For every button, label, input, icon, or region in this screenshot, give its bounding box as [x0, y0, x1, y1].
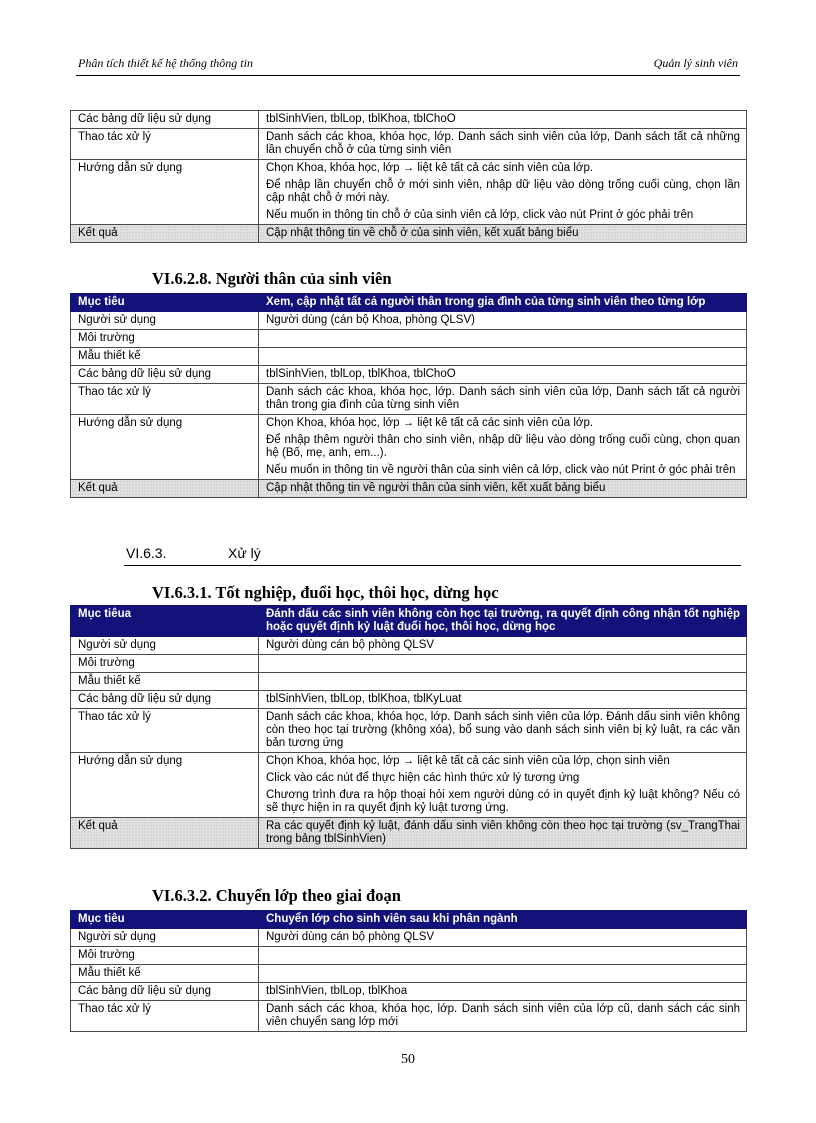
row-value [259, 655, 747, 673]
table-row [71, 655, 747, 673]
table-row [71, 330, 747, 348]
row-label: Mẫu thiết kế [71, 965, 259, 983]
header-doc-title: Phân tích thiết kế hệ thống thông tin [78, 56, 253, 70]
row-value [259, 691, 747, 709]
header-label: Mục tiêu [71, 911, 259, 929]
row-value-paragraph: Chọn Khoa, khóa học, lớp → liệt kê tất cả các sinh viên của lớp. [266, 162, 594, 174]
header-value: Xem, cập nhật tất cả người thân trong gia đình của từng sinh viên theo từng lớp [259, 294, 747, 312]
row-value [259, 818, 747, 849]
row-value [259, 330, 747, 348]
section-title: Xử lý [228, 545, 261, 561]
spec-table-chuyen-lop [70, 910, 747, 1032]
row-value-paragraph: tblSinhVien, tblLop, tblKhoa, tblKyLuat [266, 693, 462, 705]
row-value-paragraph [266, 949, 740, 962]
row-value-paragraph: Danh sách các khoa, khóa học, lớp. Danh sách sinh viên của lớp, Danh sách tất cả những lần chuyển chỗ ở của từng sinh viên [266, 131, 740, 156]
row-value-paragraph [266, 675, 740, 688]
row-value [259, 929, 747, 947]
row-label: Các bảng dữ liệu sử dụng [71, 691, 259, 709]
header-section-title: Quản lý sinh viên [653, 56, 738, 70]
table-row [71, 818, 747, 849]
row-value [259, 753, 747, 818]
table-row [71, 929, 747, 947]
row-label: Các bảng dữ liệu sử dụng [71, 366, 259, 384]
row-label: Thao tác xử lý [71, 709, 259, 753]
table-row [71, 753, 747, 818]
spec-table-tot-nghiep [70, 605, 747, 849]
table-row [71, 965, 747, 983]
row-value-paragraph [266, 350, 740, 363]
table-row [71, 673, 747, 691]
row-value [259, 384, 747, 415]
row-value [259, 480, 747, 498]
running-header [76, 55, 740, 76]
section-heading-6-3 [124, 543, 741, 566]
row-value-paragraph: Người dùng (cán bộ Khoa, phòng QLSV) [266, 314, 475, 326]
header-value: Đánh dấu các sinh viên không còn học tại trường, ra quyết định công nhận tốt nghiệp hoặc quyết định kỷ luật đuổi học, thôi học, dừng học [259, 606, 747, 637]
row-label: Môi trường [71, 947, 259, 965]
row-value-paragraph: tblSinhVien, tblLop, tblKhoa, tblChoO [266, 368, 456, 380]
table-row [71, 480, 747, 498]
table-row [71, 637, 747, 655]
row-value [259, 225, 747, 243]
row-label: Mẫu thiết kế [71, 348, 259, 366]
header-label: Mục tiêua [71, 606, 259, 637]
table-row [71, 384, 747, 415]
row-label: Các bảng dữ liệu sử dụng [71, 983, 259, 1001]
table-row [71, 366, 747, 384]
row-label: Thao tác xử lý [71, 1001, 259, 1032]
row-value [259, 129, 747, 160]
row-label: Kết quả [71, 480, 259, 498]
row-value [259, 366, 747, 384]
row-value-paragraph: Cập nhật thông tin về chỗ ở của sinh viên, kết xuất bảng biểu [266, 227, 579, 239]
row-label: Các bảng dữ liệu sử dụng [71, 111, 259, 129]
row-value-paragraph [266, 657, 740, 670]
row-value-paragraph: Cập nhật thông tin về người thân của sinh viên, kết xuất bảng biểu [266, 482, 606, 494]
row-value-paragraph: Để nhập lần chuyển chỗ ở mới sinh viên, nhập dữ liệu vào dòng trống cuối cùng, chọn lần cập nhật chỗ ở mới này. [266, 179, 740, 204]
section-heading-6-3-2: VI.6.3.2. Chuyển lớp theo giai đoạn [152, 886, 401, 905]
table-row [71, 312, 747, 330]
row-value-paragraph: Nếu muốn in thông tin chỗ ở của sinh viên cả lớp, click vào nút Print ở góc phải trên [266, 209, 694, 221]
row-value-paragraph: Chọn Khoa, khóa học, lớp → liệt kê tất cả các sinh viên của lớp. [266, 417, 594, 429]
row-label: Thao tác xử lý [71, 384, 259, 415]
row-value-paragraph: Danh sách các khoa, khóa học, lớp. Danh sách sinh viên của lớp. Đánh dấu sinh viên không còn theo học tại trường (không xóa), bổ sung vào danh sách sinh viên bị kỷ luật, ra các văn bản tương ứng [266, 711, 740, 749]
table-row [71, 983, 747, 1001]
section-number: VI.6.3. [126, 545, 167, 561]
row-value [259, 983, 747, 1001]
table-row [71, 225, 747, 243]
row-label: Người sử dụng [71, 312, 259, 330]
row-label: Kết quả [71, 225, 259, 243]
spec-table-cho-o [70, 110, 747, 243]
row-label: Người sử dụng [71, 929, 259, 947]
row-value [259, 637, 747, 655]
page-number: 50 [401, 1052, 415, 1067]
table-row [71, 111, 747, 129]
row-value-paragraph: Danh sách các khoa, khóa học, lớp. Danh sách sinh viên của lớp, Danh sách tất cả người thân trong gia đình của từng sinh viên [266, 386, 740, 411]
spec-table-nguoi-than [70, 293, 747, 498]
row-label: Người sử dụng [71, 637, 259, 655]
row-label: Kết quả [71, 818, 259, 849]
header-value: Chuyển lớp cho sinh viên sau khi phân ngành [259, 911, 747, 929]
row-value [259, 312, 747, 330]
row-value-paragraph: Để nhập thêm người thân cho sinh viên, nhập dữ liệu vào dòng trống cuối cùng, chọn quan hệ (Bố, mẹ, anh, em...). [266, 434, 740, 459]
row-label: Hướng dẫn sử dụng [71, 753, 259, 818]
row-label: Thao tác xử lý [71, 129, 259, 160]
row-value-paragraph: Người dùng cán bộ phòng QLSV [266, 639, 435, 651]
row-value [259, 709, 747, 753]
row-label: Môi trường [71, 655, 259, 673]
row-value [259, 348, 747, 366]
row-label: Mẫu thiết kế [71, 673, 259, 691]
row-value-paragraph: Danh sách các khoa, khóa học, lớp. Danh sách sinh viên của lớp cũ, danh sách các sinh viên chuyển sang lớp mới [266, 1003, 740, 1028]
row-value-paragraph: Chương trình đưa ra hộp thoại hỏi xem người dùng có in quyết định kỷ luật không? Nếu có sẽ thực hiện in ra quyết định kỷ luật tương ứng. [266, 789, 740, 814]
row-value-paragraph: tblSinhVien, tblLop, tblKhoa [266, 985, 408, 997]
section-heading-6-3-1: VI.6.3.1. Tốt nghiệp, đuổi học, thôi học, dừng học [152, 583, 499, 602]
row-value-paragraph [266, 967, 740, 980]
row-value-paragraph: tblSinhVien, tblLop, tblKhoa, tblChoO [266, 113, 456, 125]
row-label: Hướng dẫn sử dụng [71, 415, 259, 480]
table-row [71, 947, 747, 965]
table-header-row [71, 911, 747, 929]
row-value [259, 947, 747, 965]
row-value [259, 673, 747, 691]
row-label: Môi trường [71, 330, 259, 348]
row-value [259, 160, 747, 225]
table-header-row [71, 294, 747, 312]
row-value [259, 415, 747, 480]
table-row [71, 160, 747, 225]
row-value [259, 111, 747, 129]
row-value-paragraph: Nếu muốn in thông tin về người thân của sinh viên cả lớp, click vào nút Print ở góc phải trên [266, 464, 736, 476]
table-row [71, 1001, 747, 1032]
header-label: Mục tiêu [71, 294, 259, 312]
row-label: Hướng dẫn sử dụng [71, 160, 259, 225]
row-value-paragraph [266, 332, 740, 345]
row-value [259, 965, 747, 983]
row-value-paragraph: Chọn Khoa, khóa học, lớp → liệt kê tất cả các sinh viên của lớp, chọn sinh viên [266, 755, 670, 767]
row-value-paragraph: Ra các quyết định kỷ luật, đánh dấu sinh viên không còn theo học tại trường (sv_TrangThai trong bảng tblSinhVien) [266, 820, 740, 845]
row-value-paragraph: Click vào các nút để thực hiện các hình thức xử lý tương ứng [266, 772, 580, 784]
section-heading-6-2-8: VI.6.2.8. Người thân của sinh viên [152, 269, 392, 288]
row-value [259, 1001, 747, 1032]
table-row [71, 691, 747, 709]
table-row [71, 129, 747, 160]
table-row [71, 415, 747, 480]
row-value-paragraph: Người dùng cán bộ phòng QLSV [266, 931, 435, 943]
table-row [71, 709, 747, 753]
table-row [71, 348, 747, 366]
table-header-row [71, 606, 747, 637]
